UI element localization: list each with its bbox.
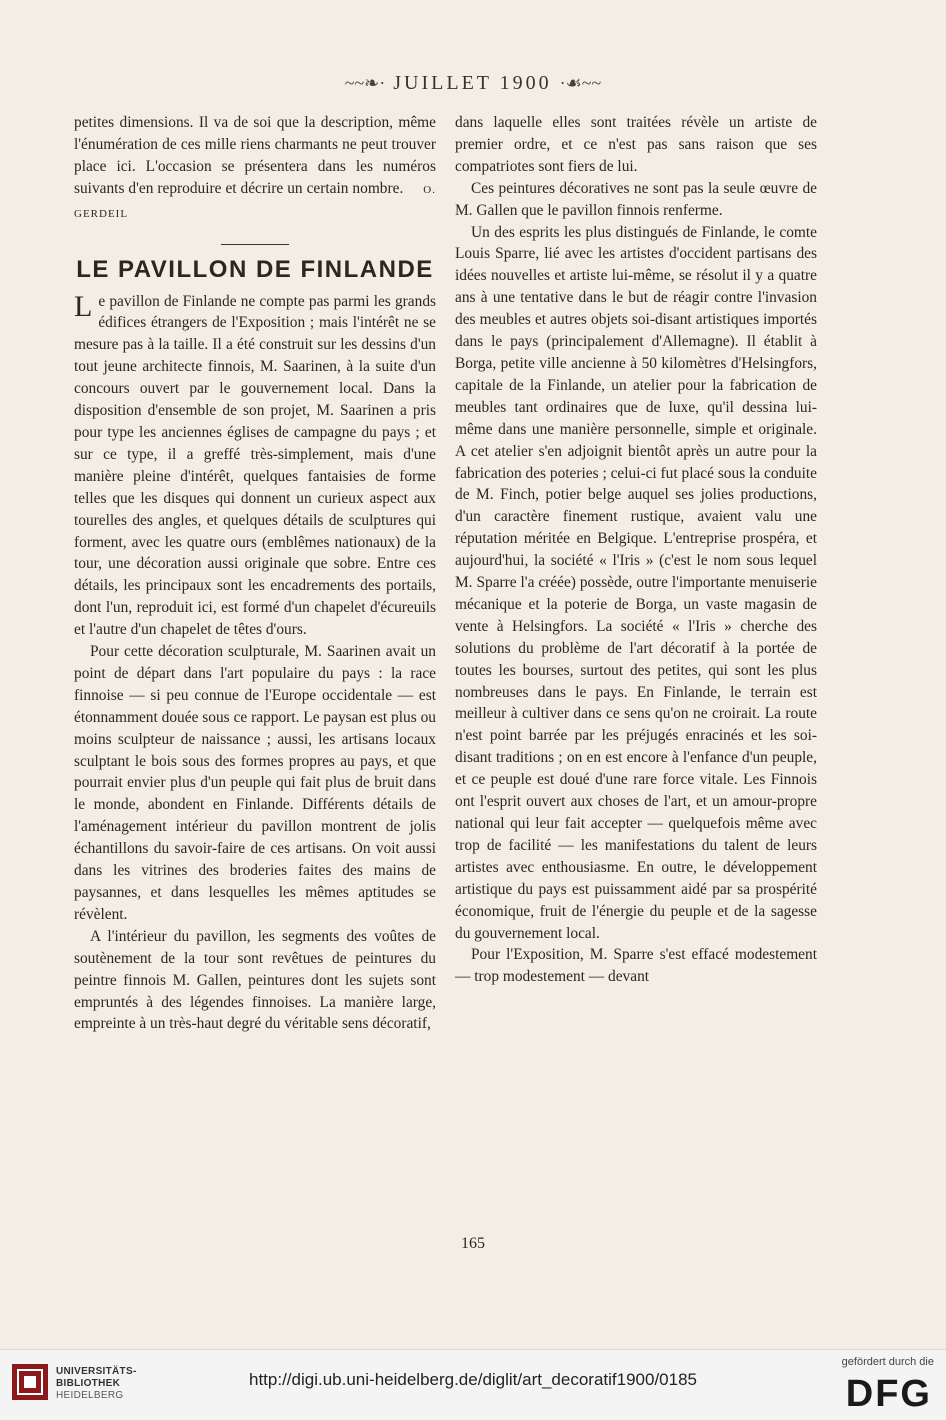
right-paragraph-3: Un des esprits les plus distingués de Finlande, le comte Louis Sparre, lié avec les artistes d'occident partisans des idées nouvelles et artiste lui-même, se résolut il y a quatre ans à une tentative dans le but de réagir contre l'invasion des meubles et autres objets soi-disant artistiques importés dans le pays (principalement d'Allemagne). Il établit à Borga, petite ville ancienne à 50 kilomètres d'Helsingfors, capitale de la Finlande, un atelier pour la fabrication de meubles tant ordinaires que de luxe, qu'il dessina lui-même dans une manière personnelle, simple et originale. A cet atelier s'en adjoignit bientôt après un autre pour la fabrication des poteries ; celui-ci fut placé sous la conduite de M. Finch, potier belge auquel ses jolies productions, d'un caractère finement rustique, avaient valu une réputation méritée en Belgique. L'entreprise prospéra, et aujourd'hui, la société « l'Iris » (c'est le nom sous lequel M. Sparre l'a créée) possède, outre l'importante menuiserie mécanique et la poterie de Borga, un vaste magasin de vente à Helsingfors. La société « l'Iris » cherche des solutions du problème de l'art décoratif à la portée de toutes les bourses, surtout des petites, qui sont les plus nombreuses dans le pays. En Finlande, le terrain est meilleur à cultiver dans ce sens qu'on ne croirait. La route n'est point barrée par les préjugés enracinés et les soi-disant traditions ; on en est encore à l'enfance d'un peuple, et ce peuple est doué d'une rare force vitale. Les Finnois ont l'esprit ouvert aux choses de l'art, et un amour-propre national qui leur fait accepter — quelquefois même avec trop de facilité — les manifestations du talent de leurs artistes avec enthousiasme. En outre, le développement artistique du pays est puissamment aidé par sa prospérité économique, fruit de l'énergie du peuple et de la sagesse du gouvernement local.: [455, 223, 817, 942]
right-paragraph-4: Pour l'Exposition, M. Sparre s'est effacé modestement — trop modestement — devant: [455, 946, 817, 986]
left-column: [74, 112, 436, 1035]
paragraph-2: Pour cette décoration sculpturale, M. Saarinen avait un point de départ dans l'art populaire du pays : la race finnoise — si peu connue de l'Europe occidentale — est étonnamment douée sous ce rapport. Le paysan est plus ou moins sculpteur de naissance ; aussi, les artisans locaux sculptant le bois sous des formes propres au pays, et que pourrait envier plus d'un peuple qui fait plus de bruit dans le monde, abondent en Finlande. Différents détails de l'aménagement intérieur du pavillon montrent de jolis échantillons du savoir-faire de ces artisans. On voit aussi dans les vitrines des broderies faites des mains de paysannes, et dans lesquelles les mêmes aptitudes se révèlent.: [74, 643, 436, 923]
dfg-logo: DFG: [845, 1373, 932, 1415]
right-ornament: ·☙~~: [559, 73, 602, 93]
author-signature: O. GERDEIL: [74, 183, 436, 220]
right-paragraph-2: Ces peintures décoratives ne sont pas la seule œuvre de M. Gallen que le pavillon finnois renferme.: [455, 179, 817, 219]
page-number: 165: [461, 1235, 485, 1252]
running-header: [0, 72, 946, 95]
paragraph-1: [74, 291, 436, 642]
section-divider: [221, 244, 289, 245]
library-line-2: BIBLIOTHEK: [56, 1378, 121, 1389]
article-title: LE PAVILLON DE FINLANDE: [76, 255, 434, 283]
header-title: JUILLET 1900: [393, 72, 552, 94]
library-line-1: UNIVERSITÄTS-: [56, 1366, 137, 1377]
library-line-3: HEIDELBERG: [56, 1390, 124, 1401]
intro-text: petites dimensions. Il va de soi que la description, même l'énumération de ces mille riens charmants ne peut trouver place ici. L'occasion se présentera dans les numéros suivants d'en reproduire et décrire un certain nombre.: [74, 114, 436, 197]
funded-by-label: gefördert durch die: [841, 1356, 934, 1368]
right-paragraph-1: dans laquelle elles sont traitées révèle un artiste de premier ordre, et ce n'est pas sans raison que ses compatriotes sont fiers de lui.: [455, 114, 817, 175]
intro-paragraph: [74, 112, 436, 226]
paragraph-3: A l'intérieur du pavillon, les segments des voûtes de soutènement de la tour sont revêtues de peintures du peintre finnois M. Gallen, peintures dont les sujets sont empruntés à des légendes finnoises. La manière large, empreinte à un très-haut degré du véritable sens décoratif,: [74, 927, 436, 1033]
footer-bar: [0, 1349, 946, 1420]
left-ornament: ~~❧·: [344, 73, 386, 93]
drop-cap: L: [74, 289, 93, 323]
source-url-link[interactable]: http://digi.ub.uni-heidelberg.de/diglit/art_decoratif1900/0185: [249, 1370, 697, 1389]
right-column: [455, 112, 817, 988]
paragraph-1-text: e pavillon de Finlande ne compte pas parmi les grands édifices étrangers de l'Exposition ; mais l'intérêt ne se mesure pas à la taille. Il a été construit sur les dessins d'un tout jeune architecte finnois, M. Saarinen, à la suite d'un concours ouvert par le gouvernement local. Dans la disposition d'ensemble de son projet, M. Saarinen a pris pour type les anciennes églises de campagne du pays ; et sur ce type, il a greffé très-simplement, mais d'une manière pleine d'intérêt, quelques fantaisies de forme telles que les disques qui donnent un curieux aspect aux tourelles des angles, et quelques détails de sculptures qui forment, avec les quatre ours (emblêmes nationaux) de la tour, une décoration aussi originale que sobre. Entre ces détails, les principaux sont les encadrements des portails, dont l'un, reproduit ici, est formé d'un chapelet d'écureuils et l'autre d'un chapelet de têtes d'ours.: [74, 292, 436, 639]
